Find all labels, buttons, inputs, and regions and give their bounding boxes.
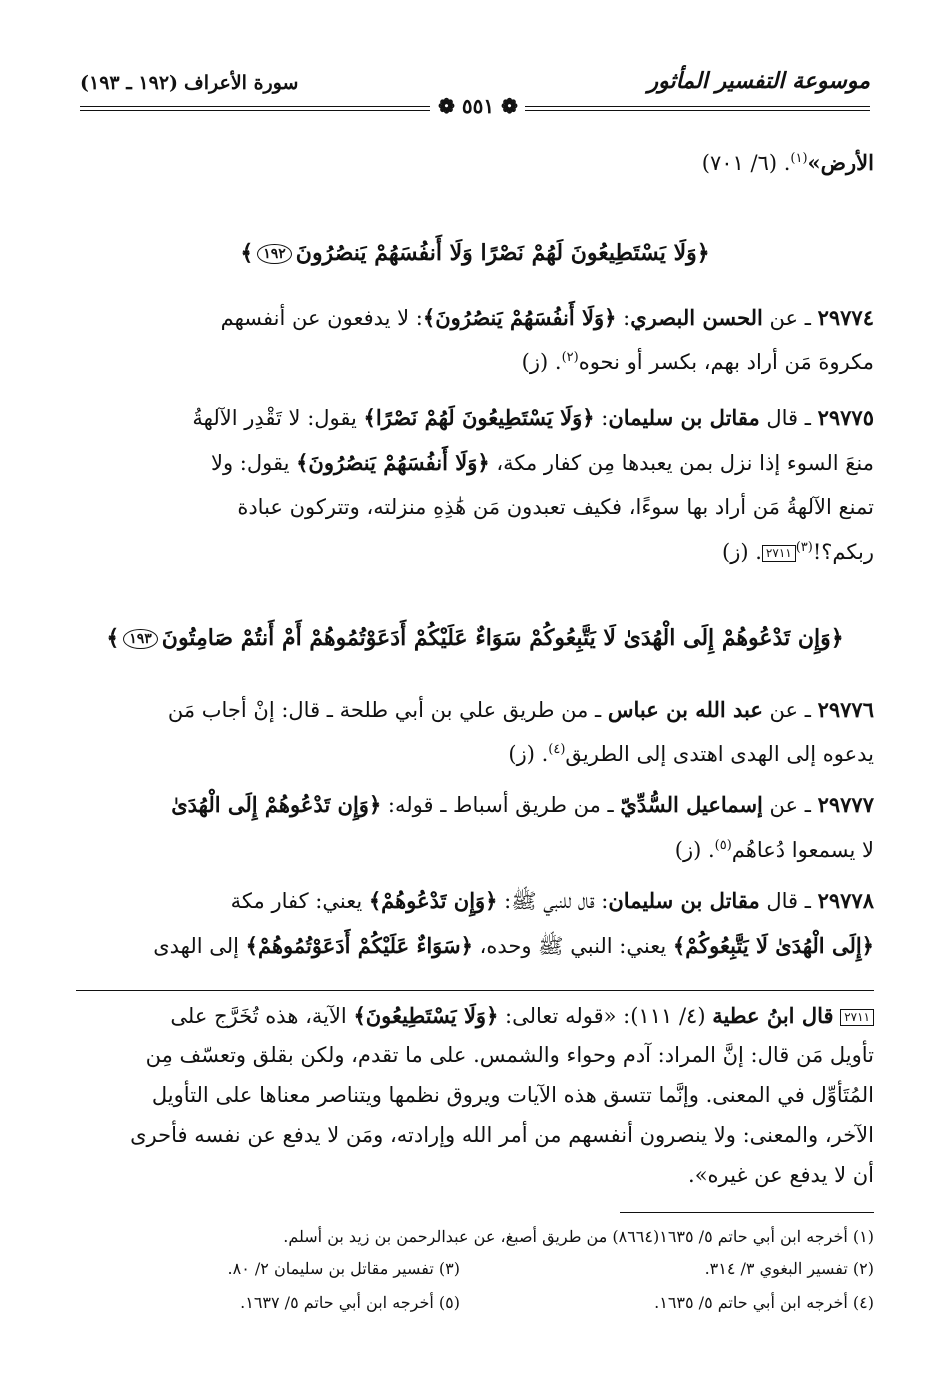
- entry-text: : قال للنبي ﷺ:: [497, 889, 609, 913]
- entry-text: ـ عن: [762, 698, 811, 722]
- footnote: (٢) تفسير البغوي ٣/ ٣١٤.: [704, 1259, 874, 1278]
- entry-text: ـ عن: [762, 306, 811, 330]
- commentary-line: الآخر، والمعنى: ولا ينصرون أنفسهم من أمر الله وإرادته، ومَن لا يدفع عن نفسه فأحرى: [130, 1123, 874, 1147]
- verse-number: ١٩٣: [123, 629, 158, 649]
- quran-quote: ﴿وَلَا أَنفُسَهُمْ يَنصُرُونَ﴾: [296, 450, 490, 475]
- intro-tail: . (٦/ ٧٠١): [701, 151, 791, 175]
- entry-line: [76, 888, 874, 919]
- entry-text: مكروهَ مَن أراد بهم، بكسر أو نحوه: [578, 350, 874, 374]
- running-head: [80, 72, 298, 94]
- footnote-ref: (٥): [714, 838, 732, 853]
- entry-line: [76, 495, 874, 519]
- footnote: (١) أخرجه ابن أبي حاتم ٥/ ١٦٣٥(٨٦٦٤) من طريق أصبغ، عن عبدالرحمن بن زيد بن أسلم.: [283, 1227, 874, 1246]
- footnote-ref: (١): [790, 151, 808, 166]
- entry-text: إلى الهدى: [153, 934, 246, 958]
- footnote-ref: (٢): [561, 350, 579, 365]
- narrator-name: إسماعيل السُّدِّيّ: [620, 792, 763, 817]
- quran-quote: ﴿سَوَاءٌ عَلَيْكُمْ أَدَعَوْتُمُوهُمْ﴾: [245, 933, 473, 958]
- entry-text: ـ قال: [759, 406, 811, 430]
- quran-quote: ﴿وَلَا يَسْتَطِيعُونَ لَهُمْ نَصْرًا﴾: [363, 405, 595, 430]
- entry-text: ـ عن: [762, 793, 811, 817]
- commentary-ref-box: ٢٧١١: [762, 545, 796, 562]
- entry-line: [76, 933, 874, 964]
- narrator-name: الحسن البصري: [630, 305, 763, 330]
- verse-close: ﴾: [106, 625, 120, 651]
- verse-text: ﴿وَإِن تَدْعُوهُمْ إِلَى الْهُدَىٰ لَا يَتَّبِعُوكُمْ سَوَاءٌ عَلَيْكُمْ أَدَعَوْتُمُوهُمْ أَمْ أَنتُمْ صَامِتُونَ: [161, 625, 844, 651]
- entry-text: يقول: لا تَقْدِر الآلهةُ: [192, 406, 364, 430]
- entry-line: [76, 405, 874, 430]
- footnote: (٤) أخرجه ابن أبي حاتم ٥/ ١٦٣٥.: [654, 1293, 874, 1312]
- narrator-name: مقاتل بن سليمان: [608, 888, 760, 913]
- commentary-line: [76, 1003, 874, 1028]
- entry-number: ٢٩٧٧٨: [817, 888, 874, 913]
- commentator-name: قال ابنُ عطية: [712, 1003, 834, 1028]
- entry-text: :: [616, 306, 631, 330]
- entry-text: يدعوه إلى الهدى اهتدى إلى الطريق: [565, 742, 874, 766]
- entry-line: [76, 792, 874, 817]
- entry-text: ربكم؟!: [812, 540, 874, 564]
- entry-text: . (ز): [508, 742, 549, 766]
- quran-quote: ﴿وَإِن تَدْعُوهُمْ﴾: [368, 888, 498, 913]
- footnote: (٣) تفسير مقاتل بن سليمان ٢/ ٨٠.: [227, 1259, 460, 1278]
- entry-text: ـ قال: [759, 889, 811, 913]
- verse-number: ١٩٢: [257, 244, 292, 264]
- commentary-line: تأويل مَن قال: إنَّ المراد: آدم وحواء والشمس. على ما تقدم، ولكن بقلق وتعسّف مِن: [145, 1043, 874, 1067]
- entry-line: [76, 697, 874, 722]
- verse-text: ﴿وَلَا يَسْتَطِيعُونَ لَهُمْ نَصْرًا وَلَا أَنفُسَهُمْ يَنصُرُونَ: [295, 240, 710, 266]
- footnote-ref: (٣): [795, 540, 813, 555]
- header-rule: [80, 110, 430, 111]
- footnote-ref: (٤): [548, 742, 566, 757]
- header-rule: [525, 106, 870, 107]
- entry-line: [76, 350, 874, 374]
- quran-quote: ﴿وَلَا يَسْتَطِيعُونَ﴾: [353, 1003, 499, 1028]
- entry-line: [76, 450, 874, 475]
- commentary-box: ٢٧١١: [840, 1009, 874, 1026]
- page-number: ٥٥١: [461, 94, 495, 118]
- commentary-line: أن لا يدفع عن غيره».: [688, 1163, 874, 1187]
- entry-text: تمنع الآلهةُ مَن أراد بها سوءًا، فكيف تعبدون مَن هَٰذِهِ منزلته، وتتركون عبادة: [237, 495, 874, 519]
- entry-text: يعني: كفار مكة: [230, 889, 369, 913]
- entry-line: [76, 540, 874, 564]
- entry-text: . (ز): [722, 540, 762, 564]
- narrator-name: مقاتل بن سليمان: [608, 405, 760, 430]
- surah-title: سورة الأعراف: [184, 72, 299, 94]
- entry-line: [76, 305, 874, 330]
- entry-text: . (ز): [674, 838, 715, 862]
- quran-quote: ﴿وَإِن تَدْعُوهُمْ إِلَى الْهُدَىٰ: [171, 792, 382, 817]
- entry-text: : لا يدفعون عن أنفسهم: [220, 306, 423, 330]
- entry-number: ٢٩٧٧٧: [817, 792, 874, 817]
- entry-text: ـ من طريق أسباط ـ قوله:: [381, 793, 621, 817]
- commentary-text: الآية، هذه تُخَرَّج على: [170, 1004, 354, 1028]
- intro-text: الأرض»: [807, 150, 874, 175]
- entry-text: يقول: ولا: [210, 451, 297, 475]
- entry-text: ـ من طريق علي بن أبي طلحة ـ قال: إنْ أجاب مَن: [167, 698, 608, 722]
- entry-text: منعَ السوء إذا نزل بمن يعبدها مِن كفار مكة،: [489, 451, 874, 475]
- entry-number: ٢٩٧٧٥: [817, 405, 874, 430]
- entry-text: :: [594, 406, 609, 430]
- quran-quote: ﴿إِلَى الْهُدَىٰ لَا يَتَّبِعُوكُمْ﴾: [672, 933, 874, 958]
- page-number-wrap: ❁ ٥٥١ ❁: [438, 94, 518, 118]
- narrator-name: عبد الله بن عباس: [607, 697, 763, 722]
- book-title: موسوعة التفسير المأثور: [647, 68, 870, 94]
- verse-heading: [76, 240, 874, 266]
- header-rule: [80, 106, 430, 107]
- commentary-text: (٤/ ١١١): «قوله تعالى:: [498, 1004, 713, 1028]
- verse-close: ﴾: [240, 240, 254, 266]
- intro-line: [76, 150, 874, 175]
- verse-heading: [76, 625, 874, 651]
- header-rule: [525, 110, 870, 111]
- entry-line: [76, 838, 874, 862]
- entry-number: ٢٩٧٧٤: [817, 305, 874, 330]
- quran-quote: ﴿وَلَا أَنفُسَهُمْ يَنصُرُونَ﴾: [422, 305, 617, 330]
- entry-text: لا يسمعوا دُعاهُم: [731, 838, 874, 862]
- entry-text: يعني: النبي ﷺ وحده،: [472, 934, 673, 958]
- entry-text: . (ز): [521, 350, 562, 374]
- footnote: (٥) أخرجه ابن أبي حاتم ٥/ ١٦٣٧.: [240, 1293, 460, 1312]
- commentary-separator: [76, 990, 874, 991]
- commentary-line: المُتَأوِّل في المعنى. وإنَّما تتسق هذه الآيات ويروق نظمها ويتناصر معناها على التأويل: [151, 1083, 874, 1107]
- entry-line: [76, 742, 874, 766]
- footnote-separator: [620, 1212, 874, 1213]
- ayah-range: (١٩٢ ـ ١٩٣): [80, 72, 179, 94]
- entry-number: ٢٩٧٧٦: [817, 697, 874, 722]
